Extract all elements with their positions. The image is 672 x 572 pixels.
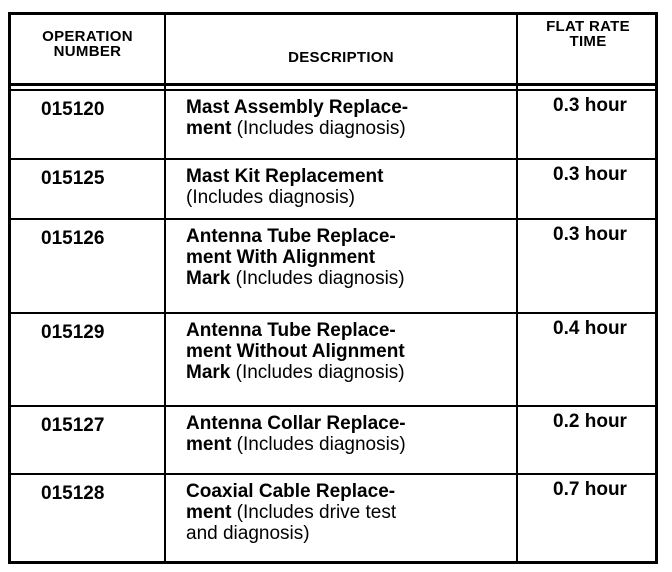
description-note: (Includes diagnosis) — [231, 434, 406, 455]
header-description: DESCRIPTION — [288, 49, 394, 66]
flat-rate-time: 0.4 hour — [553, 318, 627, 339]
operation-number: 015125 — [41, 168, 105, 189]
description-note: (Includes diagnosis) — [230, 268, 405, 289]
flat-rate-time: 0.3 hour — [553, 224, 627, 245]
table-row — [11, 91, 655, 159]
flat-rate-time: 0.2 hour — [553, 411, 627, 432]
operation-number: 015128 — [41, 483, 105, 504]
table-row — [11, 475, 655, 561]
flat-rate-table — [8, 12, 658, 564]
description — [186, 226, 511, 289]
description-note: (Includes diagnosis) — [186, 187, 355, 208]
operation-number: 015127 — [41, 415, 105, 436]
description — [186, 320, 511, 383]
description-bold: Antenna Tube Replace- ment With Alignment Mark — [186, 226, 396, 289]
description — [186, 413, 511, 455]
description — [186, 97, 511, 139]
table-row — [11, 220, 655, 313]
flat-rate-time: 0.3 hour — [553, 95, 627, 116]
flat-rate-time: 0.7 hour — [553, 479, 627, 500]
operation-number: 015120 — [41, 99, 105, 120]
table-row — [11, 314, 655, 406]
description-bold: Antenna Tube Replace- ment Without Alignment Mark — [186, 320, 405, 383]
flat-rate-time: 0.3 hour — [553, 164, 627, 185]
table-row — [11, 160, 655, 219]
description-note: (Includes diagnosis) — [231, 118, 406, 139]
description-bold: Mast Kit Replacement — [186, 166, 384, 187]
description-note: (Includes diagnosis) — [230, 362, 405, 383]
description-bold: Mast Assembly Replace- ment — [186, 97, 409, 139]
description-bold: Coaxial Cable Replace- ment — [186, 481, 396, 523]
header-flat-rate-time: FLAT RATE TIME — [546, 18, 630, 50]
description-note: (Includes drive test and diagnosis) — [186, 502, 397, 544]
header-operation-number: OPERATION NUMBER — [42, 28, 133, 60]
header-rule — [11, 83, 655, 86]
operation-number: 015126 — [41, 228, 105, 249]
operation-number: 015129 — [41, 322, 105, 343]
description — [186, 166, 511, 208]
table-row — [11, 407, 655, 474]
description-bold: Antenna Collar Replace- ment — [186, 413, 406, 455]
description — [186, 481, 511, 544]
